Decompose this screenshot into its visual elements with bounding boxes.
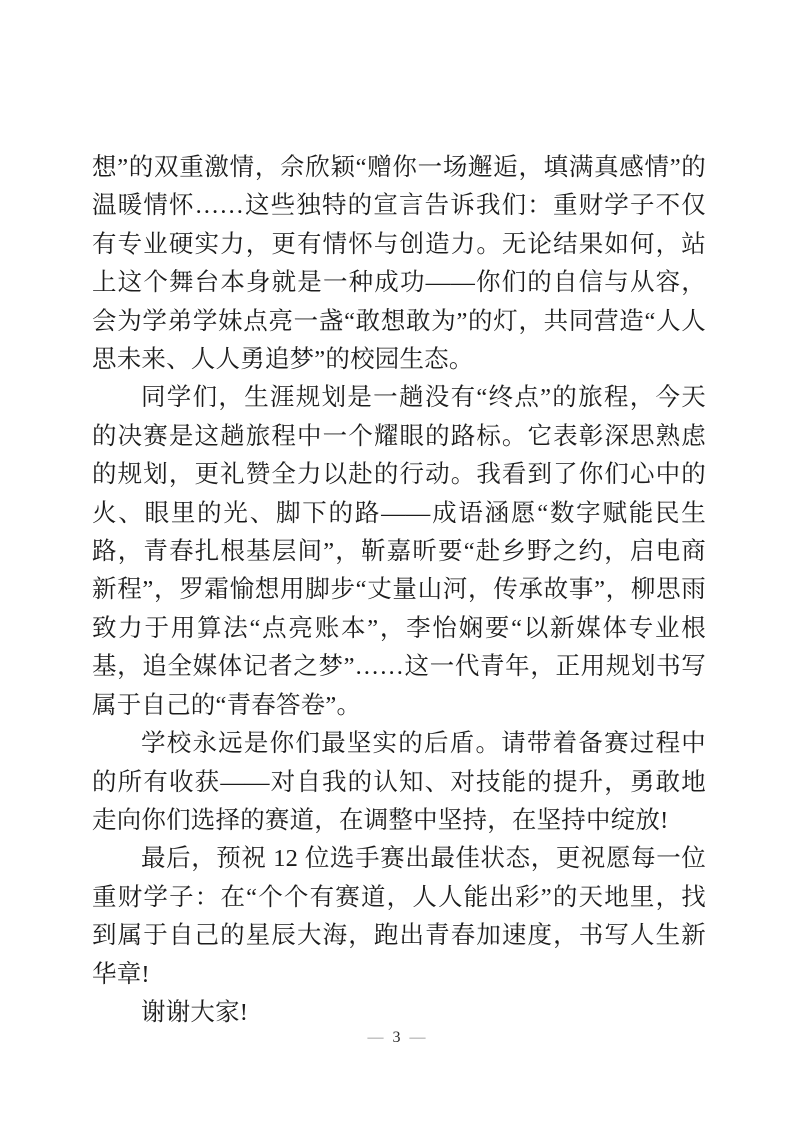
page-footer [0,1026,793,1050]
paragraph: 想”的双重激情，佘欣颖“赠你一场邂逅，填满真感情”的温暖情怀……这些独特的宣言告诉我们：重财学子不仅有专业硬实力，更有情怀与创造力。无论结果如何，站上这个舞台本身就是一种成功——你们的自信与从容，会为学弟学妹点亮一盏“敢想敢为”的灯，共同营造“人人思未来、人人勇追梦”的校园生态。 [92,154,706,374]
paragraph: 最后，预祝 12 位选手赛出最佳状态，更祝愿每一位重财学子：在“个个有赛道，人人能出彩”的天地里，找到属于自己的星辰大海，跑出青春加速度，书写人生新华章! [92,845,706,988]
footer-left-dash: — [367,1029,384,1046]
paragraph: 学校永远是你们最坚实的后盾。请带着备赛过程中的所有收获——对自我的认知、对技能的提升，勇敢地走向你们选择的赛道，在调整中坚持，在坚持中绽放! [92,730,706,834]
footer-right-dash: — [409,1029,426,1046]
page-number: 3 [392,1029,401,1046]
paragraph: 谢谢大家! [141,998,249,1026]
paragraph: 同学们，生涯规划是一趟没有“终点”的旅程，今天的决赛是这趟旅程中一个耀眼的路标。它表彰深思熟虑的规划，更礼赞全力以赴的行动。我看到了你们心中的火、眼里的光、脚下的路——成语涵愿“数字赋能民生路，青春扎根基层间”，靳嘉昕要“赴乡野之约，启电商新程”，罗霜愉想用脚步“丈量山河，传承故事”，柳思雨致力于用算法“点亮账本”，李怡娴要“以新媒体专业根基，追全媒体记者之梦”……这一代青年，正用规划书写属于自己的“青春答卷”。 [92,384,706,719]
document-body [92,149,706,1032]
